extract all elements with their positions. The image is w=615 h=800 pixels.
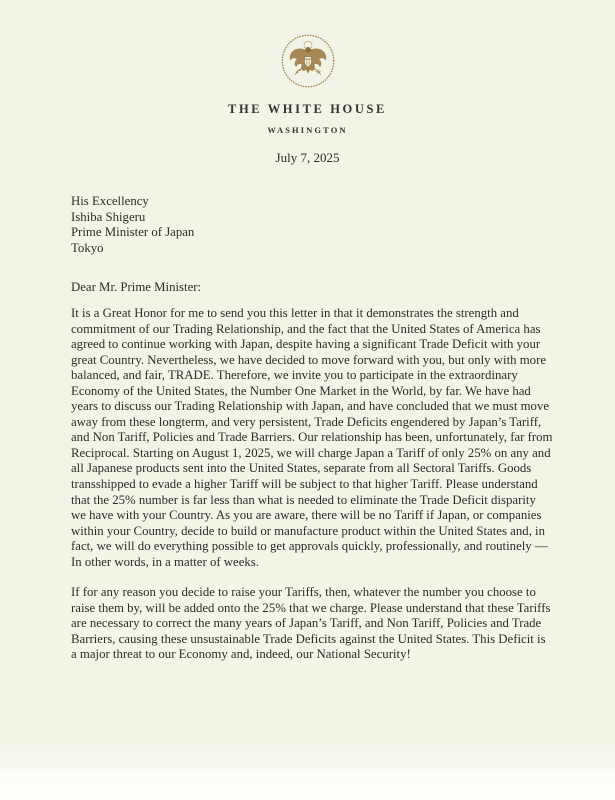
scan-bottom-edge [0,770,615,800]
letter-paragraph: If for any reason you decide to raise your Tariffs, then, whatever the number you choose to raise them by, will be added onto the 25% that we charge. Please understand that these Tariffs are necessary to correct the many years of Japan’s Tariff, and Non Tariff, Policies and Trade Barriers, causing these unsustainable Trade Deficits against the United States. This Deficit is a major threat to our Economy and, indeed, our National Security! [71,585,551,662]
letterhead-org-name: THE WHITE HOUSE [228,102,387,116]
recipient-name: Ishiba Shigeru [71,209,146,224]
recipient-honorific: His Excellency [71,194,149,208]
letter-body [71,306,553,678]
recipient-title: Prime Minister of Japan [71,225,195,240]
salutation: Dear Mr. Prime Minister: [71,280,202,294]
recipient-city: Tokyo [71,240,104,255]
letterhead-city: WASHINGTON [267,125,348,135]
letter-paragraph: It is a Great Honor for me to send you this letter in that it demonstrates the strength and commitment of our Trading Relationship, and the fact that the United States of America has agreed to continue working with Japan, despite having a significant Trade Deficit with your great Country. Nevertheless, we have decided to move forward with you, but only with more balanced, and fair, TRADE. Therefore, we invite you to participate in the extraordinary Economy of the United States, the Number One Market in the World, by far. We have had years to discuss our Trading Relationship with Japan, and have concluded that we must move away from these longterm, and very persistent, Trade Deficits engendered by Japan’s Tariff, and Non Tariff, Policies and Trade Barriers. Our relationship has been, unfortunately, far from Reciprocal. Starting on August 1, 2025, we will charge Japan a Tariff of only 25% on any and all Japanese products sent into the United States, separate from all Sectoral Tariffs. Goods transshipped to evade a higher Tariff will be subject to that higher Tariff. Please understand that the 25% number is far less than what is needed to eliminate the Trade Deficit disparity we have with your Country. As you are aware, there will be no Tariff if Japan, or companies within your Country, decide to build or manufacture product within the United States and, in fact, we will do everything possible to get approvals quickly, professionally, and routinely — In other words, in a matter of weeks. [71,306,553,569]
presidential-seal-icon [280,33,336,89]
letter-date: July 7, 2025 [275,150,340,165]
recipient-address [71,194,194,256]
letterhead [0,33,615,135]
